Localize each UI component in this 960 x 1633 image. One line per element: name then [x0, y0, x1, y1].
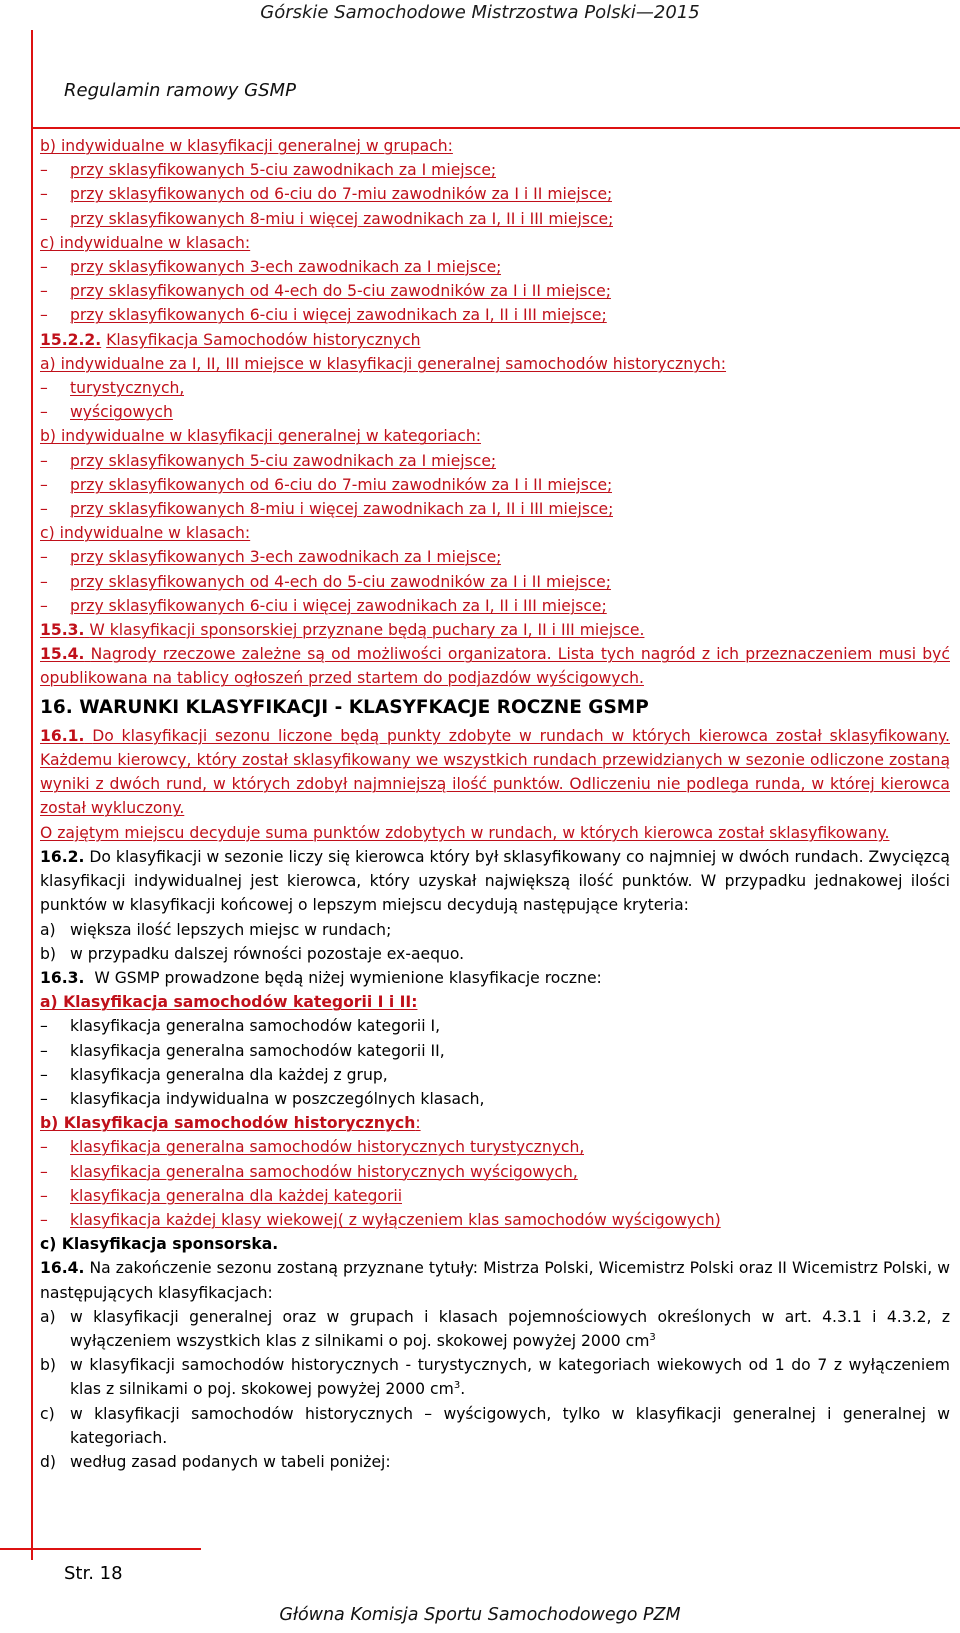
superscript: 3 [649, 1331, 656, 1343]
list-item-text: przy sklasyfikowanych 8-miu i więcej zawodnikach za I, II i III miejsce; [70, 209, 614, 228]
paragraph-16-2 [40, 845, 950, 918]
list-item-text: klasyfikacja każdej klasy wiekowej( z wyłączeniem klas samochodów wyścigowych) [70, 1210, 721, 1229]
dash-marker: – [40, 185, 48, 204]
list-item-text: przy sklasyfikowanych 5-ciu zawodnikach za I miejsce; [70, 161, 497, 180]
list-item-text: klasyfikacja generalna samochodów kategorii II, [70, 1041, 445, 1060]
item-key: b) [40, 1356, 56, 1375]
section-heading: c) indywidualne w klasach: [40, 233, 251, 252]
dash-marker: – [40, 1017, 48, 1036]
item-text-body: w klasyfikacji generalnej oraz w grupach i klasach pojemnościowych określonych w art. 4.3.1 i 4.3.2, z wyłączeniem wszystkich klas z silnikami o poj. skokowej powyżej 2000 cm [70, 1307, 950, 1350]
heading-colon: : [415, 1114, 421, 1133]
list-item [40, 255, 950, 279]
section-16-heading: 16. WARUNKI KLASYFIKACJI - KLASYFKACJE ROCZNE GSMP [40, 696, 649, 718]
list-item-text: przy sklasyfikowanych od 4-ech do 5-ciu zawodników za I i II miejsce; [70, 282, 611, 301]
title-item [40, 1402, 950, 1450]
dash-marker: – [40, 379, 48, 398]
item-key: d) [40, 1452, 56, 1471]
list-item-text: przy sklasyfikowanych 6-ciu i więcej zawodnikach za I, II i III miejsce; [70, 596, 607, 615]
dash-marker: – [40, 1065, 48, 1084]
list-item-text: przy sklasyfikowanych 8-miu i więcej zawodnikach za I, II i III miejsce; [70, 500, 614, 519]
list-item [40, 449, 950, 473]
dash-marker: – [40, 572, 48, 591]
list-item [40, 473, 950, 497]
list-item [40, 1087, 950, 1111]
item-text [70, 1305, 950, 1353]
dash-marker: – [40, 500, 48, 519]
section-number: 15.4. [40, 645, 85, 664]
criteria-key: a) [40, 920, 56, 939]
list-item [40, 303, 950, 327]
section-title: Klasyfikacja Samochodów historycznych [106, 330, 421, 349]
margin-rule-vertical [31, 30, 33, 1560]
dash-marker: – [40, 1186, 48, 1205]
list-item [40, 182, 950, 206]
dash-marker: – [40, 282, 48, 301]
item-key: a) [40, 1307, 56, 1326]
dash-marker: – [40, 1041, 48, 1060]
section-heading: c) indywidualne w klasach: [40, 524, 251, 543]
dash-marker: – [40, 209, 48, 228]
dash-marker: – [40, 161, 48, 180]
paragraph-text: Nagrody rzeczowe zależne są od możliwości organizatora. Lista tych nagród z ich przeznaczeniem musi być opublikowana na tablicy ogłoszeń przed startem do podjazdów wyścigowych. [40, 645, 950, 688]
list-item [40, 1135, 950, 1159]
section-number: 16.4. [40, 1259, 85, 1278]
page-number: Str. 18 [64, 1563, 123, 1584]
list-item [40, 497, 950, 521]
criteria-item [40, 942, 950, 966]
section-number: 15.3. [40, 621, 85, 640]
list-item [40, 158, 950, 182]
item-text-body: w klasyfikacji samochodów historycznych - turystycznych, w kategoriach wiekowych od 1 do 7 z wyłączeniem klas z silnikami o poj. skokowej powyżej 2000 cm [70, 1356, 950, 1399]
list-item-text: klasyfikacja generalna dla każdej kategorii [70, 1186, 403, 1205]
heading-text: b) Klasyfikacja samochodów historycznych [40, 1114, 416, 1133]
list-item [40, 1014, 950, 1038]
criteria-item [40, 918, 950, 942]
dash-marker: – [40, 596, 48, 615]
item-text [70, 1353, 950, 1401]
dash-marker: – [40, 548, 48, 567]
list-item [40, 1184, 950, 1208]
paragraph-text: W klasyfikacji sponsorskiej przyznane będą puchary za I, II i III miejsce. [89, 621, 645, 640]
subsection-15-2-2 [40, 328, 950, 352]
paragraph-16-1 [40, 724, 950, 821]
list-item [40, 279, 950, 303]
criteria-key: b) [40, 944, 56, 963]
list-item [40, 376, 950, 400]
dash-marker: – [40, 1138, 48, 1157]
list-item [40, 400, 950, 424]
section-heading: b) indywidualne w klasyfikacji generalnej w kategoriach: [40, 427, 481, 446]
paragraph-16-3 [40, 966, 950, 990]
item-text-after: . [460, 1380, 466, 1399]
list-item [40, 1039, 950, 1063]
dash-marker: – [40, 306, 48, 325]
section-number: 16.3. [40, 968, 85, 987]
item-text-body: w klasyfikacji samochodów historycznych – wyścigowych, tylko w klasyfikacji generalnej i generalnej w kategoriach. [70, 1404, 950, 1447]
list-item [40, 207, 950, 231]
list-item [40, 1208, 950, 1232]
section-heading: b) indywidualne w klasyfikacji generalnej w grupach: [40, 137, 453, 155]
item-text [70, 1402, 950, 1450]
list-item-text: wyścigowych [70, 403, 173, 422]
list-item-text: turystycznych, [70, 379, 185, 398]
list-item [40, 545, 950, 569]
criteria-text: w przypadku dalszej równości pozostaje ex-aequo. [70, 944, 465, 963]
paragraph-16-4 [40, 1256, 950, 1304]
list-item-text: przy sklasyfikowanych 5-ciu zawodnikach za I miejsce; [70, 451, 497, 470]
section-heading: a) indywidualne za I, II, III miejsce w klasyfikacji generalnej samochodów historycznych: [40, 354, 727, 373]
title-item [40, 1450, 950, 1474]
list-item-text: klasyfikacja indywidualna w poszczególnych klasach, [70, 1089, 485, 1108]
list-item-text: klasyfikacja generalna samochodów historycznych wyścigowych, [70, 1162, 578, 1181]
item-key: c) [40, 1404, 55, 1423]
classification-c-heading: c) Klasyfikacja sponsorska. [40, 1235, 279, 1254]
section-number: 16.1. [40, 726, 85, 745]
list-item [40, 1063, 950, 1087]
item-text [70, 1450, 950, 1474]
list-item-text: przy sklasyfikowanych 6-ciu i więcej zawodnikach za I, II i III miejsce; [70, 306, 607, 325]
title-item [40, 1353, 950, 1401]
list-item-text: klasyfikacja generalna dla każdej z grup, [70, 1065, 388, 1084]
paragraph-text: W GSMP prowadzone będą niżej wymienione klasyfikacje roczne: [94, 968, 602, 987]
document-footer: Główna Komisja Sportu Samochodowego PZM [279, 1605, 681, 1625]
list-item-text: klasyfikacja generalna samochodów kategorii I, [70, 1017, 441, 1036]
title-item [40, 1305, 950, 1353]
list-item-text: przy sklasyfikowanych od 4-ech do 5-ciu zawodników za I i II miejsce; [70, 572, 611, 591]
paragraph-16-1-cont: O zajętym miejscu decyduje suma punktów zdobytych w rundach, w których kierowca został sklasyfikowany. [40, 823, 890, 842]
list-item [40, 570, 950, 594]
document-header-title: Górskie Samochodowe Mistrzostwa Polski—2015 [260, 2, 700, 23]
dash-marker: – [40, 1162, 48, 1181]
dash-marker: – [40, 475, 48, 494]
dash-marker: – [40, 1089, 48, 1108]
paragraph-15-4 [40, 642, 950, 690]
paragraph-text: Do klasyfikacji w sezonie liczy się kierowca który był sklasyfikowany co najmniej w dwóch rundach. Zwycięzcą klasyfikacji indywidualnej jest kierowca, który uzyskał największą ilość punktów. W przypadku jednakowej ilości punktów w klasyfikacji końcowej o lepszym miejscu decydują następujące kryteria: [40, 847, 950, 915]
list-item-text: przy sklasyfikowanych 3-ech zawodnikach za I miejsce; [70, 258, 502, 277]
item-text-body: według zasad podanych w tabeli poniżej: [70, 1452, 391, 1471]
dash-marker: – [40, 1210, 48, 1229]
list-item [40, 1160, 950, 1184]
list-item-text: przy sklasyfikowanych od 6-ciu do 7-miu zawodników za I i II miejsce; [70, 185, 613, 204]
superscript: 3 [453, 1380, 461, 1392]
dash-marker: – [40, 403, 48, 422]
classification-a-heading: a) Klasyfikacja samochodów kategorii I i II: [40, 993, 418, 1012]
document-body [40, 134, 950, 1474]
header-rule [31, 127, 960, 129]
dash-marker: – [40, 451, 48, 470]
dash-marker: – [40, 258, 48, 277]
paragraph-text: Do klasyfikacji sezonu liczone będą punkty zdobyte w rundach w których kierowca został sklasyfikowany. Każdemu kierowcy, który został sklasyfikowany we wszystkich rundach przewidzianych w sezonie odliczone zostaną wyniki z dwóch rund, w których zdobył najmniejszą ilość punktów. Odliczeniu nie podlega runda, w której kierowca został wykluczony. [40, 726, 950, 818]
section-number: 15.2.2. [40, 330, 102, 349]
section-number: 16.2. [40, 847, 85, 866]
criteria-text: większa ilość lepszych miejsc w rundach; [70, 920, 392, 939]
paragraph-15-3 [40, 618, 950, 642]
paragraph-text: Na zakończenie sezonu zostaną przyznane tytuły: Mistrza Polski, Wicemistrz Polski oraz II Wicemistrz Polski, w następujących klasyfikacjach: [40, 1259, 950, 1302]
list-item [40, 594, 950, 618]
document-header-subtitle: Regulamin ramowy GSMP [64, 80, 296, 101]
list-item-text: przy sklasyfikowanych 3-ech zawodnikach za I miejsce; [70, 548, 502, 567]
list-item-text: przy sklasyfikowanych od 6-ciu do 7-miu zawodników za I i II miejsce; [70, 475, 613, 494]
footer-rule [0, 1548, 201, 1550]
classification-b-heading [40, 1111, 950, 1135]
list-item-text: klasyfikacja generalna samochodów historycznych turystycznych, [70, 1138, 585, 1157]
